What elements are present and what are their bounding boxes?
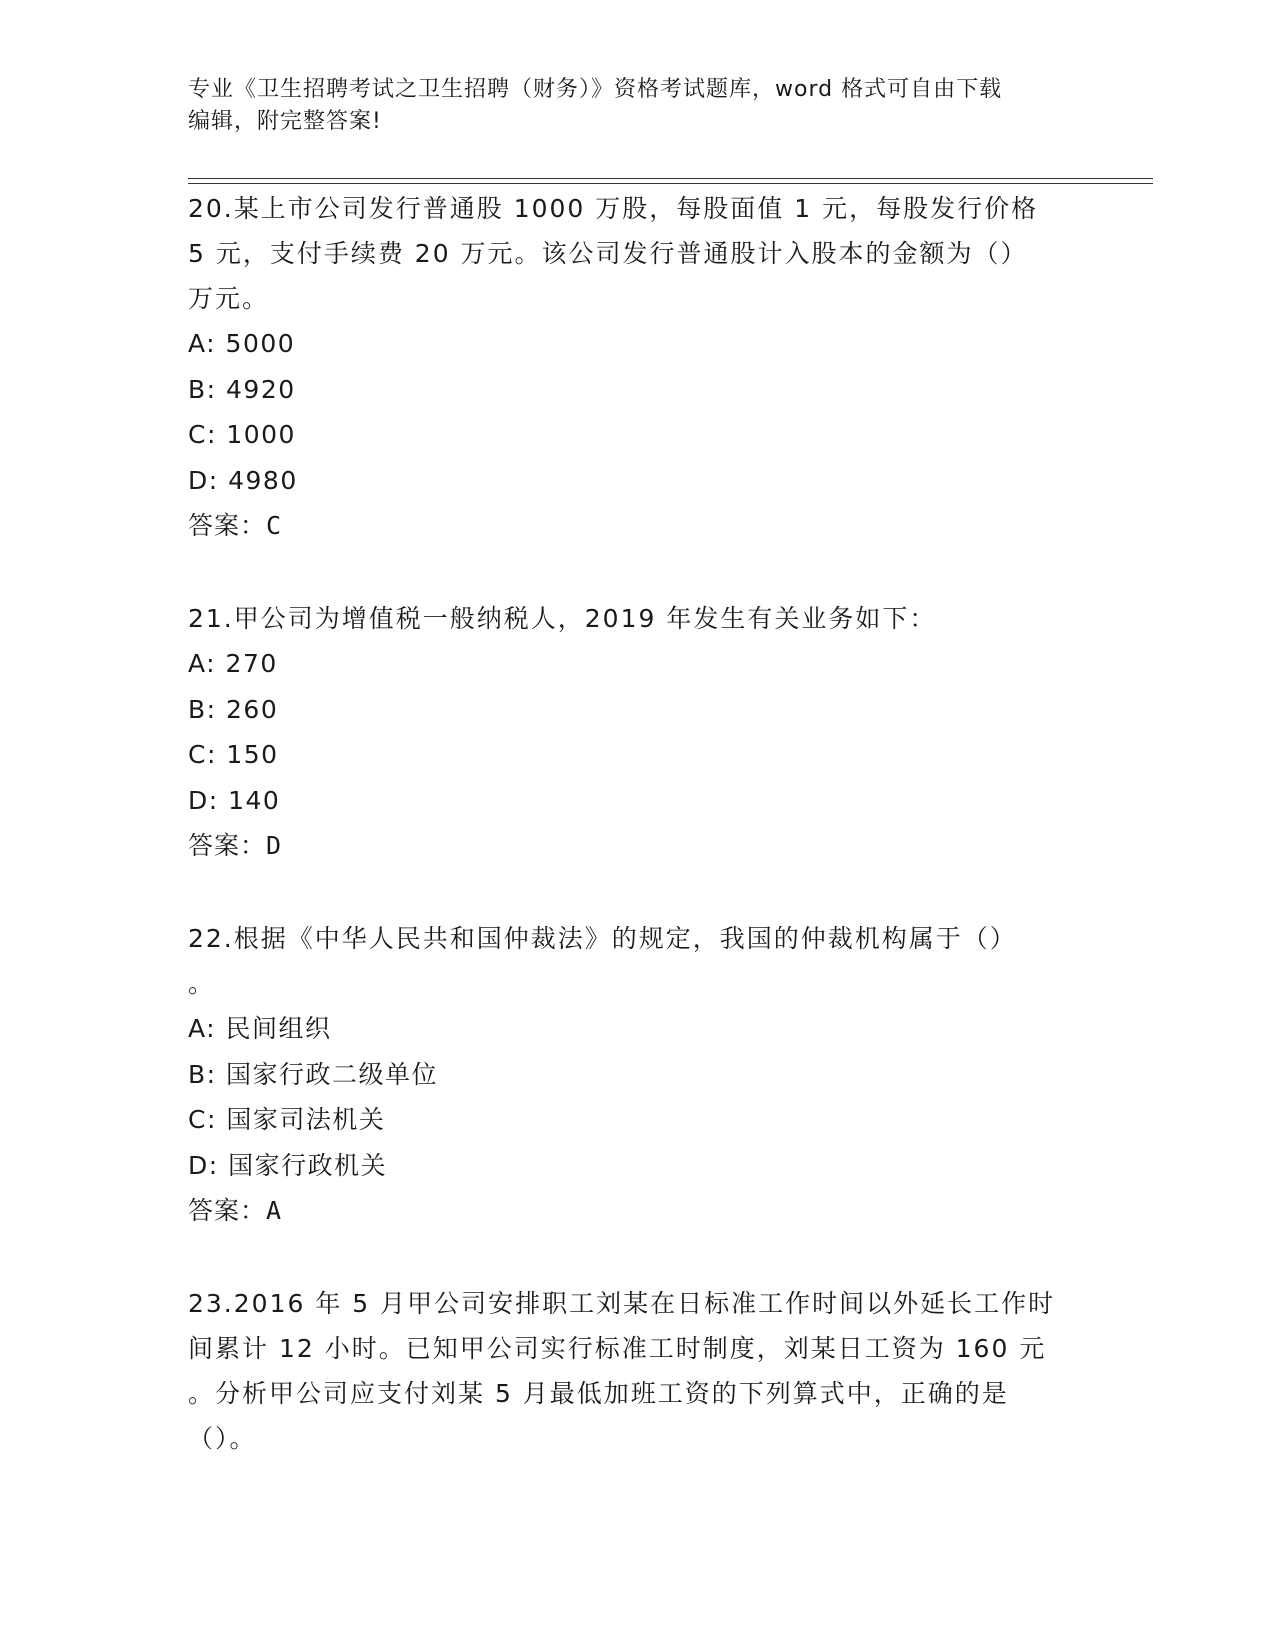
- answer-label: 答案：: [188, 511, 267, 540]
- answer-line: [188, 823, 1088, 868]
- question-22: [188, 916, 1088, 1233]
- option-a: A: 270: [188, 649, 278, 678]
- question-23: [188, 1281, 1088, 1461]
- question-stem-line: 20.某上市公司发行普通股 1000 万股，每股面值 1 元，每股发行价格: [188, 194, 1039, 223]
- question-stem-line: 5 元，支付手续费 20 万元。该公司发行普通股计入股本的金额为（）: [188, 239, 1028, 268]
- option-d: D: 4980: [188, 465, 298, 495]
- option-c: C: 1000: [188, 420, 296, 449]
- answer-value: A: [266, 1196, 283, 1225]
- question-stem-line: 22.根据《中华人民共和国仲裁法》的规定，我国的仲裁机构属于（）: [188, 924, 1017, 953]
- question-20: [188, 186, 1088, 548]
- answer-line: [188, 1188, 1088, 1233]
- option-b: B: 国家行政二级单位: [188, 1059, 439, 1089]
- header-rule-bottom: [188, 183, 1153, 184]
- question-stem-line: 23.2016 年 5 月甲公司安排职工刘某在日标准工作时间以外延长工作时: [188, 1289, 1056, 1318]
- question-stem-line: 万元。: [188, 284, 270, 313]
- option-d: D: 国家行政机关: [188, 1150, 388, 1180]
- option-a: A: 5000: [188, 329, 296, 358]
- answer-value: C: [266, 511, 283, 540]
- answer-label: 答案：: [188, 1196, 267, 1225]
- option-b: B: 4920: [188, 374, 296, 404]
- header-rule-top: [188, 178, 1153, 179]
- question-stem-line: 。: [188, 969, 216, 998]
- question-stem-line: （）。: [188, 1424, 257, 1453]
- option-c: C: 国家司法机关: [188, 1105, 386, 1134]
- question-stem-line: 间累计 12 小时。已知甲公司实行标准工时制度，刘某日工资为 160 元: [188, 1334, 1047, 1363]
- question-stem-line: 。分析甲公司应支付刘某 5 月最低加班工资的下列算式中，正确的是: [188, 1379, 1009, 1408]
- answer-label: 答案：: [188, 831, 267, 860]
- header-line-1: 专业《卫生招聘考试之卫生招聘（财务）》资格考试题库，word 格式可自由下载: [188, 77, 1003, 102]
- question-list: [188, 186, 1088, 1509]
- header-line-2: 编辑，附完整答案!: [188, 109, 382, 134]
- answer-line: [188, 503, 1088, 548]
- document-header: [188, 74, 1088, 138]
- option-b: B: 260: [188, 694, 279, 724]
- option-c: C: 150: [188, 740, 279, 769]
- question-stem-line: 21.甲公司为增值税一般纳税人，2019 年发生有关业务如下：: [188, 604, 937, 633]
- option-d: D: 140: [188, 785, 281, 815]
- question-21: [188, 596, 1088, 868]
- answer-value: D: [266, 831, 283, 860]
- option-a: A: 民间组织: [188, 1014, 332, 1043]
